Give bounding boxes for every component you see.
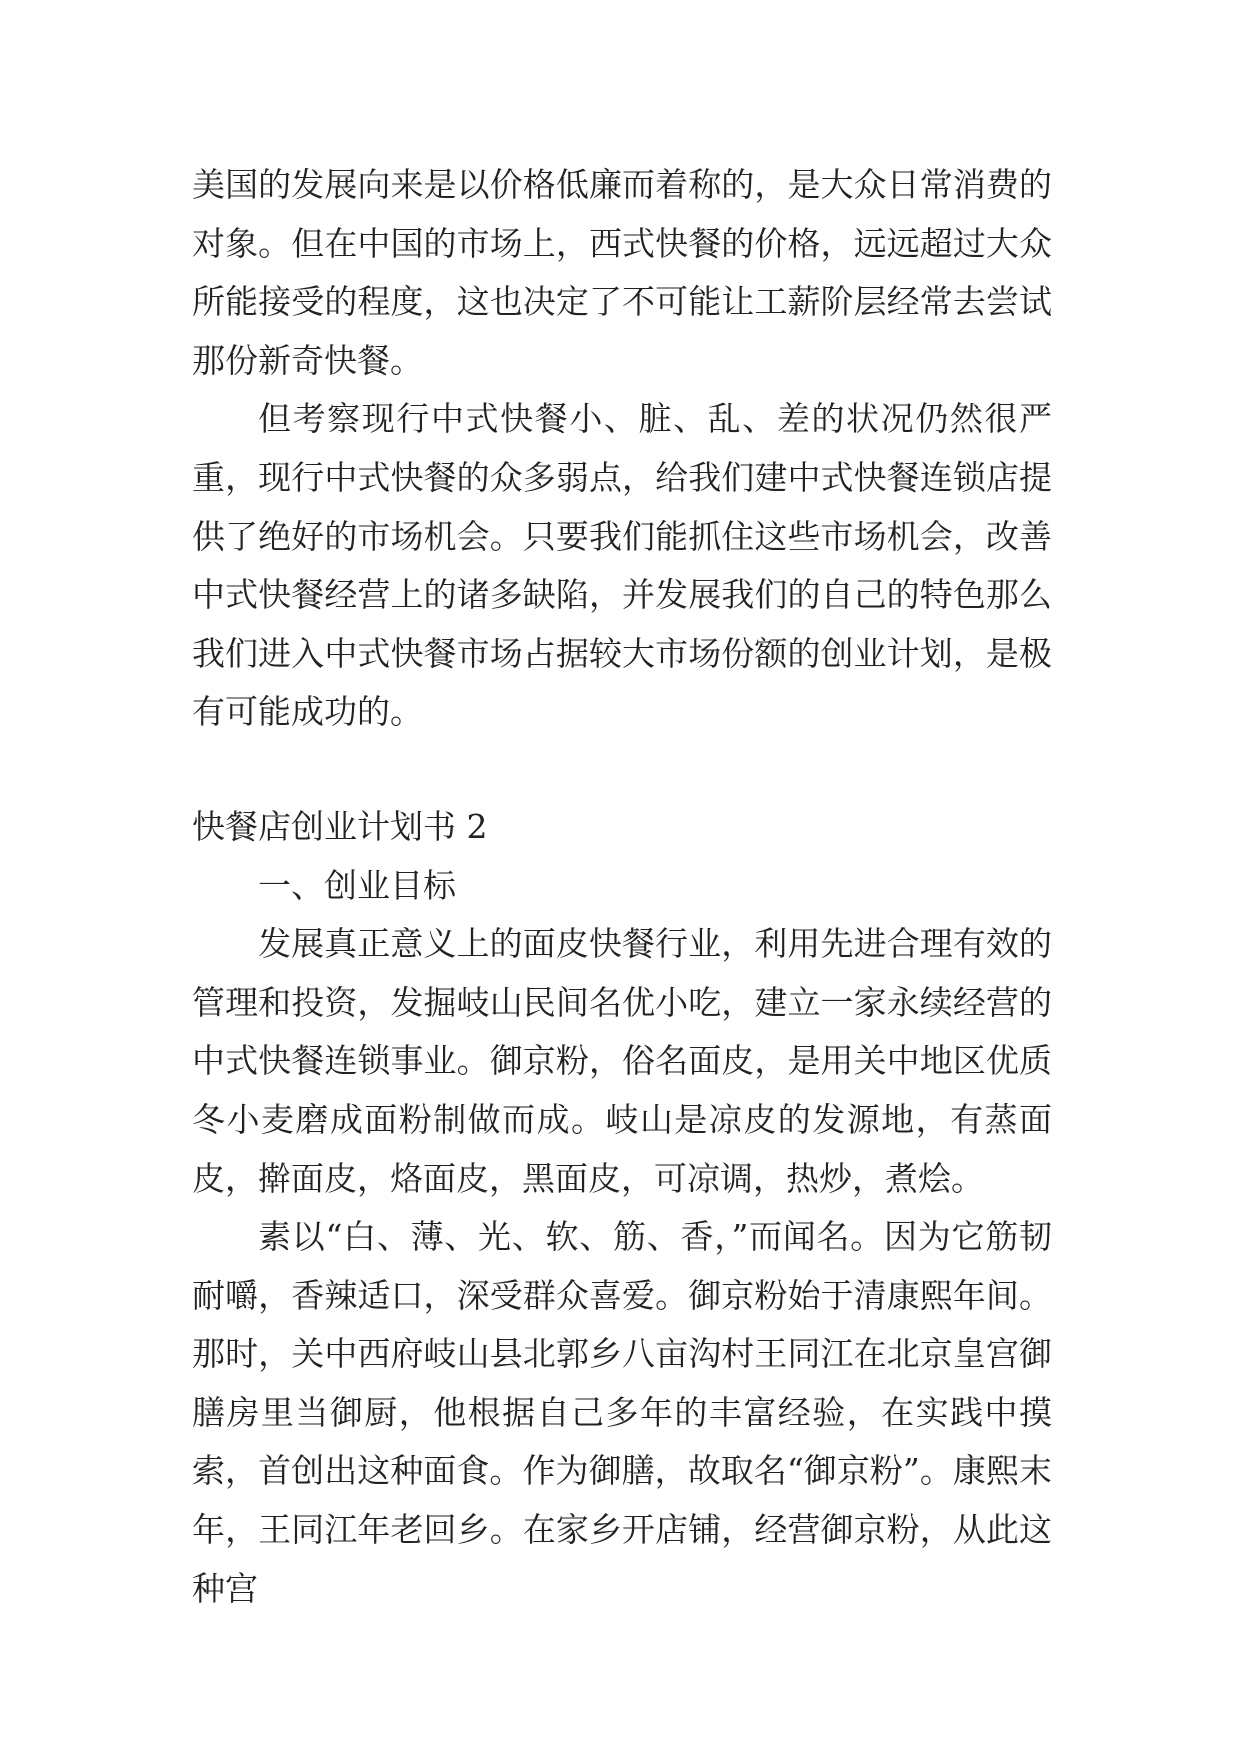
- document-body: [192, 156, 1052, 1618]
- paragraph-market-opportunity: 但考察现行中式快餐小、脏、乱、差的状况仍然很严重，现行中式快餐的众多弱点，给我们建中式快餐连锁店提供了绝好的市场机会。只要我们能抓住这些市场机会，改善中式快餐经营上的诸多缺陷，并发展我们的自己的特色那么我们进入中式快餐市场占据较大市场份额的创业计划，是极有可能成功的。: [192, 399, 1052, 732]
- section-heading-goals: 一、创业目标: [258, 865, 456, 905]
- section-title: 快餐店创业计划书 2: [192, 806, 488, 846]
- paragraph-business-goal: 发展真正意义上的面皮快餐行业，利用先进合理有效的管理和投资，发掘岐山民间名优小吃，建立一家永续经营的中式快餐连锁事业。御京粉，俗名面皮，是用关中地区优质冬小麦磨成面粉制做而成。岐山是凉皮的发源地，有蒸面皮，擀面皮，烙面皮，黑面皮，可凉调，热炒，煮烩。: [192, 924, 1052, 1198]
- paragraph-history: 素以“白、薄、光、软、筋、香，”而闻名。因为它筋韧耐嚼，香辣适口，深受群众喜爱。御京粉始于清康熙年间。那时，关中西府岐山县北郭乡八亩沟村王同江在北京皇宫御膳房里当御厨，他根据自己多年的丰富经验，在实践中摸索，首创出这种面食。作为御膳，故取名“御京粉”。康熙末年，王同江年老回乡。在家乡开店铺，经营御京粉，从此这种宫: [192, 1217, 1052, 1608]
- paragraph-price-comparison: 美国的发展向来是以价格低廉而着称的，是大众日常消费的对象。但在中国的市场上，西式快餐的价格，远远超过大众所能接受的程度，这也决定了不可能让工薪阶层经常去尝试那份新奇快餐。: [192, 165, 1052, 380]
